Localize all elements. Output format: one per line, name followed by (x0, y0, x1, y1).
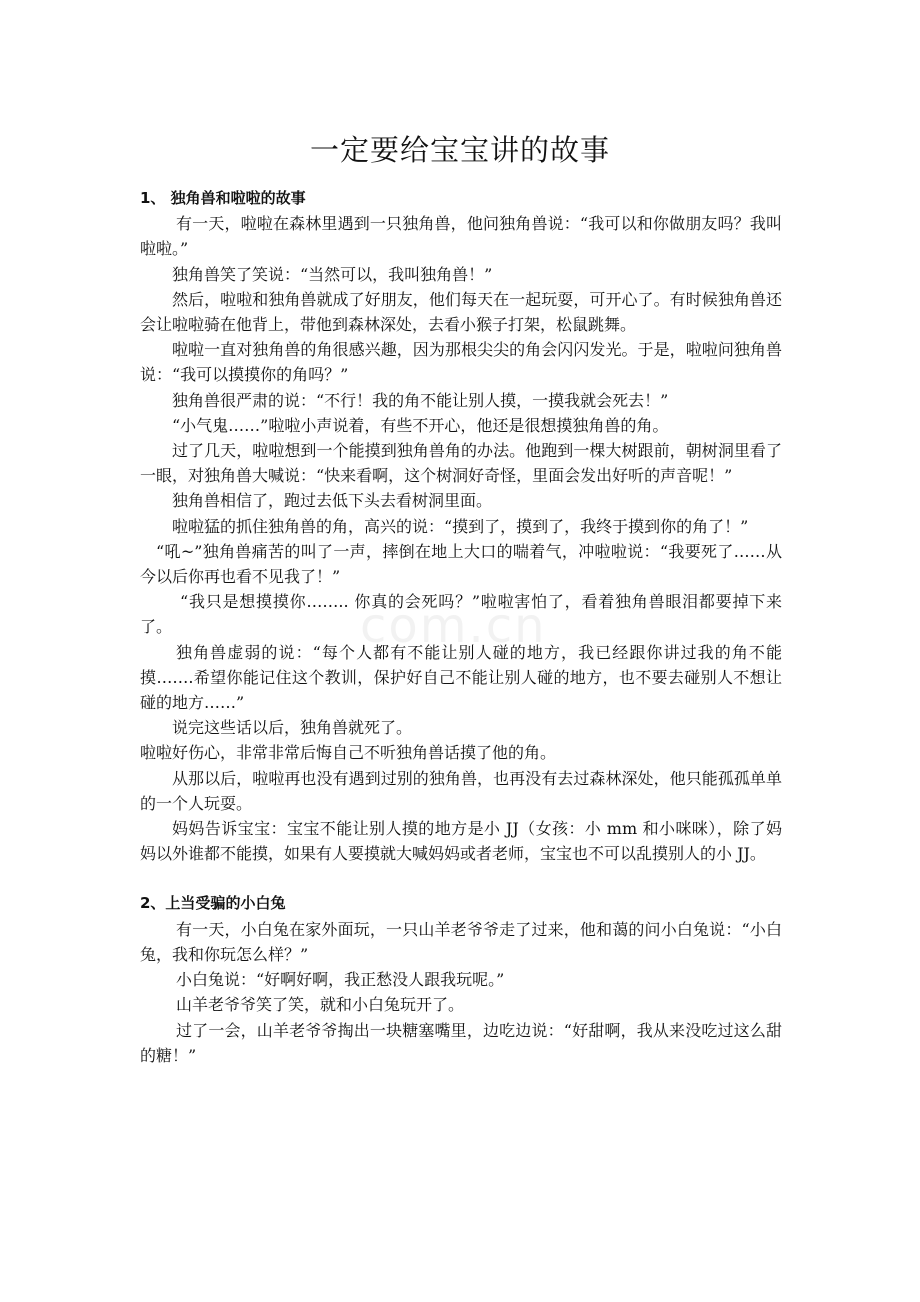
story-1-paragraph: 说完这些话以后，独角兽就死了。 (172, 718, 413, 738)
story-1-paragraph: 独角兽笑了笑说：“当然可以，我叫独角兽！” (172, 264, 493, 284)
story-2-heading: 2、上当受骗的小白兔 (140, 894, 286, 913)
story-1-heading: 1、 独角兽和啦啦的故事 (140, 189, 306, 207)
document-title: 一定要给宝宝讲的故事 (309, 133, 610, 167)
story-2-paragraph: 山羊老爷爷笑了笑，就和小白兔玩开了。 (176, 995, 465, 1015)
section-gap (140, 866, 782, 891)
story-2-paragraph: 小白兔说：“好啊好啊，我正愁没人跟我玩呢。” (176, 970, 505, 990)
story-1-paragraph: “我只是想摸摸你…….. 你真的会死吗？”啦啦害怕了，看着独角兽眼泪都要掉下来了。 (140, 592, 782, 637)
story-1-paragraph: 过了几天，啦啦想到一个能摸到独角兽角的办法。他跑到一棵大树跟前，朝树洞里看了一眼，对独角兽大喊说：“快来看啊，这个树洞好奇怪，里面会发出好听的声音呢！” (140, 441, 782, 486)
story-1-paragraph: “小气鬼……”啦啦小声说着，有些不开心，他还是很想摸独角兽的角。 (172, 415, 669, 435)
story-1-paragraph: 独角兽相信了，跑过去低下头去看树洞里面。 (172, 491, 493, 511)
story-1-paragraph: 独角兽虚弱的说：“每个人都有不能让别人碰的地方，我已经跟你讲过我的角不能摸…….希望你能记住这个教训，保护好自己不能让别人碰的地方，也不要去碰别人不想让碰的地方……” (140, 642, 782, 713)
story-1-paragraph: 独角兽很严肃的说：“不行！我的角不能让别人摸，一摸我就会死去！” (172, 390, 669, 410)
story-1-paragraph: 妈妈告诉宝宝：宝宝不能让别人摸的地方是小 JJ（女孩：小 mm 和小咪咪），除了妈妈以外谁都不能摸，如果有人要摸就大喊妈妈或者老师，宝宝也不可以乱摸别人的小 JJ。 (140, 819, 782, 864)
story-1-paragraph: 啦啦猛的抓住独角兽的角，高兴的说：“摸到了，摸到了，我终于摸到你的角了！” (172, 516, 749, 536)
story-1-paragraph: 从那以后，啦啦再也没有遇到过别的独角兽，也再没有去过森林深处，他只能孤孤单单的一个人玩耍。 (140, 768, 782, 813)
story-1-paragraph: 然后，啦啦和独角兽就成了好朋友，他们每天在一起玩耍，可开心了。有时候独角兽还会让啦啦骑在他背上，带他到森林深处，去看小猴子打架，松鼠跳舞。 (140, 289, 782, 335)
watermark: com.cn (360, 598, 547, 654)
story-1-paragraph: 啦啦好伤心，非常非常后悔自己不听独角兽话摸了他的角。 (140, 743, 557, 763)
story-1-paragraph: “吼~”独角兽痛苦的叫了一声，摔倒在地上大口的喘着气，冲啦啦说：“我要死了……从今以后你再也看不见我了！” (140, 541, 782, 587)
story-2-paragraph: 有一天，小白兔在家外面玩，一只山羊老爷爷走了过来，他和蔼的问小白兔说：“小白兔，我和你玩怎么样？” (140, 919, 782, 964)
story-1-paragraph: 啦啦一直对独角兽的角很感兴趣，因为那根尖尖的角会闪闪发光。于是，啦啦问独角兽说：“我可以摸摸你的角吗？” (140, 340, 782, 385)
story-2-paragraph: 过了一会，山羊老爷爷掏出一块糖塞嘴里，边吃边说：“好甜啊，我从来没吃过这么甜的糖！” (140, 1020, 782, 1065)
story-1-paragraph: 有一天，啦啦在森林里遇到一只独角兽，他问独角兽说：“我可以和你做朋友吗？我叫啦啦。” (140, 214, 782, 259)
document-body (140, 186, 782, 1068)
